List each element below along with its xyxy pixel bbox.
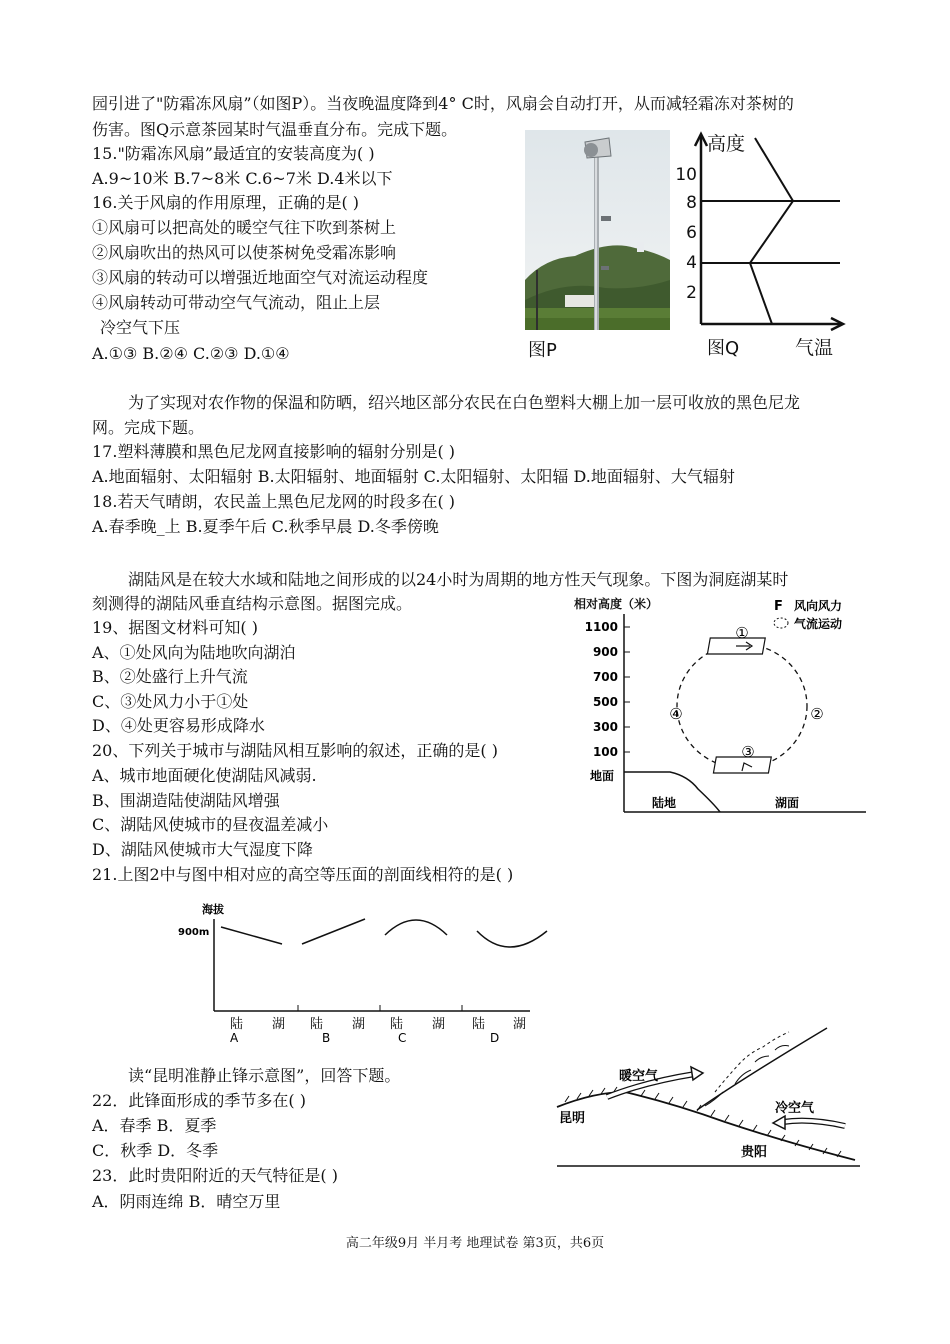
lake-label: 湖面 bbox=[775, 796, 800, 810]
isobar-option-a bbox=[221, 927, 282, 944]
question-18-stem: 18.若天气晴朗，农民盖上黑色尼龙网的时段多在( ) bbox=[92, 492, 456, 511]
question-21-stem: 21.上图2中与图中相对应的高空等压面的剖面线相符的是( ) bbox=[92, 865, 514, 884]
question-23-stem: 23．此时贵阳附近的天气特征是( ) bbox=[92, 1166, 338, 1185]
question-15-stem: 15."防霜冻风扇”最适宜的安装高度为( ) bbox=[92, 144, 375, 163]
y-tick: 8 bbox=[686, 193, 697, 213]
intro-line: 园引进了"防霜冻风扇”（如图P）。当夜晚温度降到4° C时，风扇会自动打开，从而减轻霜冻对茶树的 bbox=[92, 94, 794, 113]
isobar-profile-figure bbox=[170, 897, 550, 1045]
temperature-curve bbox=[750, 138, 793, 324]
ground-label: 地面 bbox=[590, 769, 615, 783]
y-axis-label: 高度 bbox=[707, 133, 746, 155]
mark-1: ① bbox=[735, 624, 749, 642]
question-16-statement: ①风扇可以把高处的暖空气往下吹到茶树上 bbox=[92, 218, 397, 237]
lake-label: 湖 bbox=[272, 1017, 286, 1032]
question-20-stem: 20、下列关于城市与湖陆风相互影响的叙述，正确的是( ) bbox=[92, 741, 498, 760]
lake-land-breeze-figure bbox=[570, 594, 870, 816]
intro-line: 读“昆明准静止锋示意图”，回答下题。 bbox=[128, 1066, 401, 1085]
intro-line: 伤害。图Q示意茶园某时气温垂直分布。完成下题。 bbox=[92, 120, 458, 139]
question-19-option: D、④处更容易形成降水 bbox=[92, 716, 265, 735]
question-19-stem: 19、据图文材料可知( ) bbox=[92, 618, 258, 637]
question-22-options: C．秋季 D．冬季 bbox=[92, 1141, 219, 1160]
question-20-option: D、湖陆风使城市大气湿度下降 bbox=[92, 840, 313, 859]
legend-flow-label: 气流运动 bbox=[794, 617, 843, 631]
intro-line: 网。完成下题。 bbox=[92, 418, 205, 437]
kunming-label: 昆明 bbox=[559, 1111, 586, 1126]
question-16-statement: 冷空气下压 bbox=[100, 318, 181, 337]
y-tick: 10 bbox=[675, 165, 697, 185]
question-20-option: A、城市地面硬化使湖陆风减弱. bbox=[92, 766, 317, 785]
figure-q-label: 图Q bbox=[707, 338, 740, 359]
y-tick: 500 bbox=[592, 695, 618, 709]
intro-line: 湖陆风是在较大水域和陆地之间形成的以24小时为周期的地方性天气现象。下图为洞庭湖某时 bbox=[128, 570, 789, 589]
question-19-option: B、②处盛行上升气流 bbox=[92, 667, 248, 686]
option-label: D bbox=[490, 1031, 500, 1045]
option-label: B bbox=[322, 1031, 331, 1045]
question-20-option: B、围湖造陆使湖陆风增强 bbox=[92, 791, 280, 810]
question-17-stem: 17.塑料薄膜和黑色尼龙网直接影响的辐射分别是( ) bbox=[92, 442, 456, 461]
mark-4: ④ bbox=[669, 705, 683, 723]
question-15-options: A.9~10米 B.7~8米 C.6~7米 D.4米以下 bbox=[92, 169, 393, 188]
question-16-options: A.①③ B.②④ C.②③ D.①④ bbox=[92, 344, 290, 363]
mark-3: ③ bbox=[741, 743, 755, 761]
y-tick: 900 bbox=[592, 645, 618, 659]
legend-f: F bbox=[774, 599, 783, 614]
option-label: A bbox=[230, 1031, 239, 1045]
question-16-stem: 16.关于风扇的作用原理，正确的是( ) bbox=[92, 193, 360, 212]
y-tick: 4 bbox=[686, 253, 697, 273]
figure-p-label: 图P bbox=[528, 340, 557, 361]
question-16-statement: ④风扇转动可带动空气气流动，阻止上层 bbox=[92, 293, 381, 312]
lake-label: 湖 bbox=[432, 1017, 446, 1032]
land-label: 陆 bbox=[230, 1017, 244, 1032]
legend-flow-icon bbox=[774, 618, 788, 628]
x-axis-label: 气温 bbox=[795, 337, 834, 359]
land-label: 陆 bbox=[310, 1017, 324, 1032]
figure-p-photo bbox=[525, 130, 670, 362]
page-footer: 高二年级9月 半月考 地理试卷 第3页，共6页 bbox=[345, 1236, 605, 1251]
question-22-options: A．春季 B．夏季 bbox=[92, 1116, 217, 1135]
question-20-option: C、湖陆风使城市的昼夜温差减小 bbox=[92, 815, 329, 834]
kunming-front-figure bbox=[555, 1022, 865, 1170]
y-tick: 2 bbox=[686, 283, 697, 303]
lake-label: 湖 bbox=[513, 1017, 527, 1032]
question-16-statement: ②风扇吹出的热风可以使茶树免受霜冻影响 bbox=[92, 243, 397, 262]
lake-label: 湖 bbox=[352, 1017, 366, 1032]
question-16-statement: ③风扇的转动可以增强近地面空气对流运动程度 bbox=[92, 268, 429, 287]
guiyang-label: 贵阳 bbox=[741, 1145, 768, 1160]
land-label: 陆 bbox=[472, 1017, 486, 1032]
y-tick: 700 bbox=[592, 670, 618, 684]
isobar-option-c bbox=[385, 920, 447, 935]
mark-2: ② bbox=[810, 705, 824, 723]
question-23-options: A．阴雨连绵 B．晴空万里 bbox=[92, 1192, 281, 1211]
land-label: 陆地 bbox=[652, 796, 677, 810]
cold-air-label: 冷空气 bbox=[775, 1101, 815, 1116]
isobar-option-d bbox=[477, 931, 547, 947]
question-22-stem: 22．此锋面形成的季节多在( ) bbox=[92, 1091, 306, 1110]
legend-wind-label: 风向风力 bbox=[794, 599, 843, 613]
intro-line: 为了实现对农作物的保温和防晒，绍兴地区部分农民在白色塑料大棚上加一层可收放的黑色尼龙 bbox=[128, 393, 801, 412]
land-label: 陆 bbox=[390, 1017, 404, 1032]
intro-line: 刻测得的湖陆风垂直结构示意图。据图完成。 bbox=[92, 594, 413, 613]
option-label: C bbox=[398, 1031, 407, 1045]
figure-q-chart bbox=[675, 128, 853, 362]
y-axis-label: 海拔 bbox=[202, 903, 224, 916]
level-label: 900m bbox=[178, 927, 210, 938]
isobar-option-b bbox=[302, 919, 365, 944]
warm-air-label: 暖空气 bbox=[619, 1069, 659, 1084]
y-tick: 1100 bbox=[584, 620, 618, 634]
question-19-option: A、①处风向为陆地吹向湖泊 bbox=[92, 643, 296, 662]
y-tick: 100 bbox=[592, 745, 618, 759]
y-tick: 6 bbox=[686, 223, 697, 243]
y-axis-title: 相对高度（米） bbox=[574, 597, 659, 611]
y-tick: 300 bbox=[592, 720, 618, 734]
warm-air-arrow bbox=[691, 1067, 703, 1080]
question-18-options: A.春季晚_上 B.夏季午后 C.秋季早晨 D.冬季傍晚 bbox=[92, 517, 439, 536]
question-17-options: A.地面辐射、太阳辐射 B.太阳辐射、地面辐射 C.太阳辐射、太阳辐 D.地面辐射、大气辐射 bbox=[92, 467, 735, 486]
question-19-option: C、③处风力小于①处 bbox=[92, 692, 249, 711]
cold-air-arrow bbox=[773, 1116, 785, 1129]
